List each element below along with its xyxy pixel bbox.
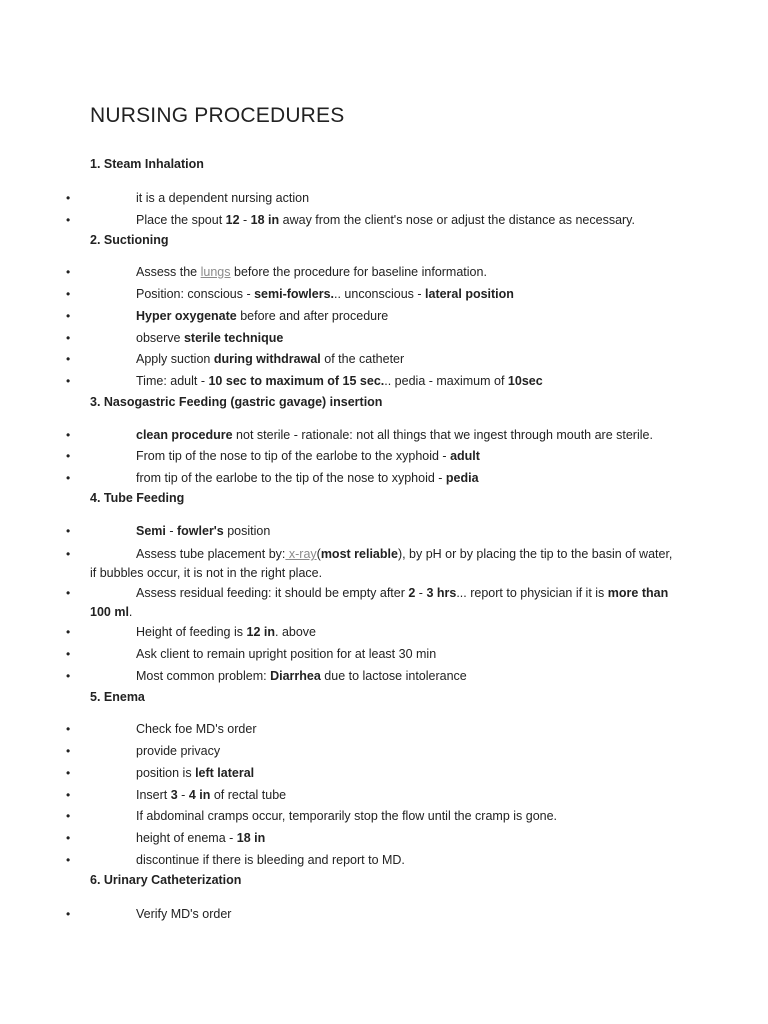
bullet-icon: • (66, 809, 71, 823)
text-run: away from the client's nose or adjust the distance as necessary. (279, 213, 635, 227)
text-run: Verify MD's order (136, 907, 232, 921)
bullet-icon: • (66, 265, 71, 279)
bold-text: 18 in (250, 213, 280, 227)
list-item (66, 905, 686, 924)
list-item (66, 764, 686, 783)
text-run: Position: conscious - (136, 287, 255, 301)
bold-text: Hyper oxygenate (136, 309, 237, 323)
bold-text: 10sec (507, 374, 543, 388)
bold-text: during withdrawal (213, 352, 321, 366)
text-run: of rectal tube (210, 788, 287, 802)
list-item-text (136, 522, 686, 541)
list-item (66, 522, 686, 541)
bullet-icon: • (66, 647, 71, 661)
list-item (66, 786, 686, 805)
list-item-text (90, 605, 132, 619)
text-run: .. pedia - maximum of (384, 374, 508, 388)
text-run: Place the spout (136, 213, 226, 227)
text-run: position is (136, 766, 196, 780)
section-heading: 1. Steam Inhalation (90, 157, 204, 171)
list-item-text (136, 372, 686, 391)
list-item (66, 469, 686, 488)
text-run: Most common problem: (136, 669, 271, 683)
list-item (66, 545, 686, 564)
bold-text: fowler's (177, 524, 224, 538)
text-run: ... report to physician if it is (456, 586, 608, 600)
bullet-icon: • (66, 213, 71, 227)
list-item-text (136, 851, 686, 870)
bold-text: adult (450, 449, 480, 463)
text-run: it is a dependent nursing action (136, 191, 310, 205)
bullet-icon: • (66, 586, 71, 600)
list-item-text (136, 447, 686, 466)
inline-link[interactable]: x-ray (285, 547, 317, 561)
list-item (66, 807, 686, 826)
bullet-icon: • (66, 309, 71, 323)
bullet-icon: • (66, 352, 71, 366)
text-run: . (128, 605, 133, 619)
text-run: - (239, 213, 251, 227)
bold-text: sterile technique (183, 331, 284, 345)
list-item-text (136, 263, 686, 282)
list-item (66, 829, 686, 848)
section-heading: 2. Suctioning (90, 233, 169, 247)
bullet-icon: • (66, 744, 71, 758)
list-item-continuation (90, 603, 710, 622)
list-item-text (136, 211, 686, 230)
bullet-icon: • (66, 449, 71, 463)
list-item (66, 307, 686, 326)
text-run: of the catheter (320, 352, 405, 366)
inline-link[interactable]: lungs (200, 265, 231, 279)
list-item-text (136, 307, 686, 326)
bullet-icon: • (66, 191, 71, 205)
list-item (66, 851, 686, 870)
text-run: before the procedure for baseline information. (230, 265, 487, 279)
list-item-text (136, 189, 686, 208)
list-item-text (136, 764, 686, 783)
text-run: .. unconscious - (334, 287, 426, 301)
list-item-text (136, 742, 686, 761)
bold-text: 4 in (188, 788, 211, 802)
text-run: if bubbles occur, it is not in the right place. (90, 566, 323, 580)
text-run: provide privacy (136, 744, 221, 758)
text-run: Time: adult - (136, 374, 209, 388)
list-item-text (136, 807, 686, 826)
bullet-icon: • (66, 625, 71, 639)
bold-text: semi-fowlers. (254, 287, 334, 301)
bullet-icon: • (66, 853, 71, 867)
bullet-icon: • (66, 669, 71, 683)
list-item-text (136, 623, 686, 642)
list-item-text (136, 545, 686, 564)
list-item (66, 742, 686, 761)
bullet-icon: • (66, 766, 71, 780)
list-item (66, 645, 686, 664)
bold-text: clean procedure (136, 428, 233, 442)
text-run: Insert (136, 788, 171, 802)
list-item (66, 263, 686, 282)
text-run: Apply suction (136, 352, 214, 366)
bold-text: Diarrhea (270, 669, 321, 683)
list-item-text (136, 645, 686, 664)
bold-text: 3 (170, 788, 178, 802)
bold-text: 18 in (236, 831, 266, 845)
bullet-icon: • (66, 428, 71, 442)
list-item-text (136, 584, 686, 603)
bullet-icon: • (66, 331, 71, 345)
text-run: - (165, 524, 177, 538)
bold-text: most reliable (320, 547, 398, 561)
text-run: discontinue if there is bleeding and report to MD. (136, 853, 405, 867)
list-item-text (136, 667, 686, 686)
list-item-continuation (90, 564, 710, 583)
text-run: Ask client to remain upright position for at least 30 min (136, 647, 437, 661)
list-item-text (136, 426, 686, 445)
bullet-icon: • (66, 374, 71, 388)
text-run: Assess the (136, 265, 201, 279)
text-run: Assess tube placement by: (136, 547, 286, 561)
bold-text: 12 (225, 213, 240, 227)
section-heading: 4. Tube Feeding (90, 491, 185, 505)
list-item (66, 372, 686, 391)
list-item (66, 329, 686, 348)
text-run: If abdominal cramps occur, temporarily stop the flow until the cramp is gone. (136, 809, 558, 823)
list-item (66, 447, 686, 466)
bullet-icon: • (66, 788, 71, 802)
list-item-text (136, 786, 686, 805)
text-run: due to lactose intolerance (320, 669, 467, 683)
bold-text: pedia (445, 471, 479, 485)
text-run: ( (316, 547, 321, 561)
text-run: before and after procedure (236, 309, 389, 323)
text-run: - (415, 586, 427, 600)
list-item (66, 285, 686, 304)
list-item (66, 720, 686, 739)
bullet-icon: • (66, 722, 71, 736)
bullet-icon: • (66, 547, 71, 561)
text-run: From tip of the nose to tip of the earlobe to the xyphoid - (136, 449, 451, 463)
list-item-text (136, 905, 686, 924)
bullet-icon: • (66, 471, 71, 485)
bold-text: 10 sec to maximum of 15 sec. (208, 374, 385, 388)
bold-text: Semi (136, 524, 166, 538)
list-item-text (136, 329, 686, 348)
text-run: height of enema - (136, 831, 237, 845)
list-item (66, 584, 686, 603)
text-run: - (177, 788, 189, 802)
text-run: ), by pH or by placing the tip to the basin of water, (397, 547, 673, 561)
list-item (66, 667, 686, 686)
text-run: position (223, 524, 271, 538)
list-item (66, 189, 686, 208)
list-item-text (136, 469, 686, 488)
text-run: observe (136, 331, 184, 345)
list-item-text (90, 566, 322, 580)
text-run: . above (275, 625, 317, 639)
bullet-icon: • (66, 524, 71, 538)
bold-text: lateral position (425, 287, 514, 301)
bullet-icon: • (66, 287, 71, 301)
bold-text: 2 (408, 586, 416, 600)
bold-text: left lateral (195, 766, 255, 780)
bold-text: 3 hrs (426, 586, 457, 600)
list-item-text (136, 829, 686, 848)
bold-text: more than (607, 586, 669, 600)
text-run: from tip of the earlobe to the tip of the nose to xyphoid - (136, 471, 446, 485)
section-heading: 5. Enema (90, 690, 145, 704)
list-item-text (136, 720, 686, 739)
list-item (66, 623, 686, 642)
section-heading: 6. Urinary Catheterization (90, 873, 242, 887)
list-item (66, 426, 686, 445)
bullet-icon: • (66, 831, 71, 845)
text-run: Assess residual feeding: it should be empty after (136, 586, 409, 600)
page-title: NURSING PROCEDURES (90, 104, 345, 127)
list-item-text (136, 285, 686, 304)
text-run: Height of feeding is (136, 625, 247, 639)
list-item (66, 350, 686, 369)
list-item-text (136, 350, 686, 369)
text-run: Check foe MD's order (136, 722, 257, 736)
section-heading: 3. Nasogastric Feeding (gastric gavage) insertion (90, 395, 383, 409)
bold-text: 12 in (246, 625, 275, 639)
text-run: not sterile - rationale: not all things that we ingest through mouth are sterile. (232, 428, 653, 442)
bullet-icon: • (66, 907, 71, 921)
list-item (66, 211, 686, 230)
bold-text: 100 ml (90, 605, 129, 619)
